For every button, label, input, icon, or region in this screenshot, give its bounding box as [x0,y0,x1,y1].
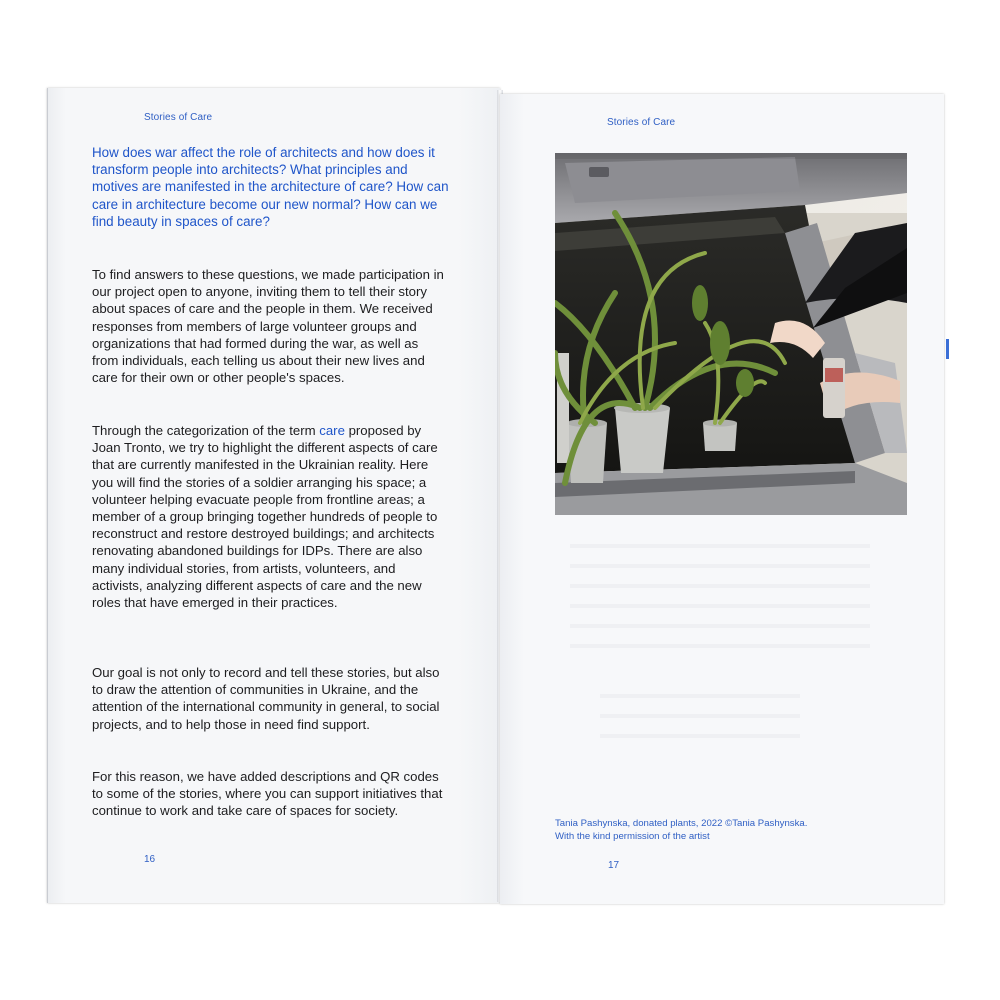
paragraph-2-text-start: Through the categorization of the term [92,423,320,438]
photo-caption [555,817,895,843]
paragraph-2-text-end: proposed by Joan Tronto, we try to highlight the different aspects of care that are currently manifested in the Ukrainian reality. Here you will find the stories of a soldier arranging his space; a volunteer helping evacuate people from frontline areas; a member of a group bringing together hundreds of people to reconstruct and restore destroyed buildings; and architects renovating abandoned buildings for IDPs. There are also many individual stories, from artists, volunteers, and activists, analyzing different aspects of care and the new roles that have emerged in their practices. [92,423,438,611]
show-through-text [570,644,870,648]
show-through-text [600,734,800,738]
running-head-right: Stories of Care [607,117,676,128]
donated-plants-photo [555,153,907,515]
photo-caption-credit: Tania Pashynska, donated plants, 2022 ©Tania Pashynska. [555,818,808,829]
intro-question: How does war affect the role of architects and how does it transform people into architects? What principles and motives are manifested in the architecture of care? How can care in architecture become our new normal? How can we find beauty in spaces of care? [92,145,449,229]
photo-caption-permission: With the kind permission of the artist [555,831,710,843]
body-paragraph-4: For this reason, we have added descriptions and QR codes to some of the stories, where you can support initiatives that continue to work and take care of spaces for society. [92,769,443,819]
body-paragraph-2 [92,422,448,611]
show-through-text [600,694,800,698]
show-through-text [570,624,870,628]
show-through-text [570,584,870,588]
page-number-right: 17 [608,860,620,871]
right-page [500,94,944,904]
body-paragraph-3: Our goal is not only to record and tell these stories, but also to draw the attention of communities in Ukraine, and the attention of the international community in general, to social projects, and to help those in need find support. [92,665,440,732]
show-through-text [570,604,870,608]
care-term: care [319,423,345,438]
page-number-left: 16 [144,854,156,865]
body-paragraph-1: To find answers to these questions, we made participation in our project open to anyone, inviting them to tell their story about spaces of care and the people in them. We received responses from members of large volunteer groups and organizations that had formed during the war, as well as from individuals, each telling us about their new lives and care for their own or other people's spaces. [92,267,444,386]
show-through-text [600,714,800,718]
left-page [47,88,500,903]
show-through-text [570,564,870,568]
show-through-text [570,544,870,548]
running-head-left: Stories of Care [144,112,213,123]
page-edge-tab [946,339,949,359]
